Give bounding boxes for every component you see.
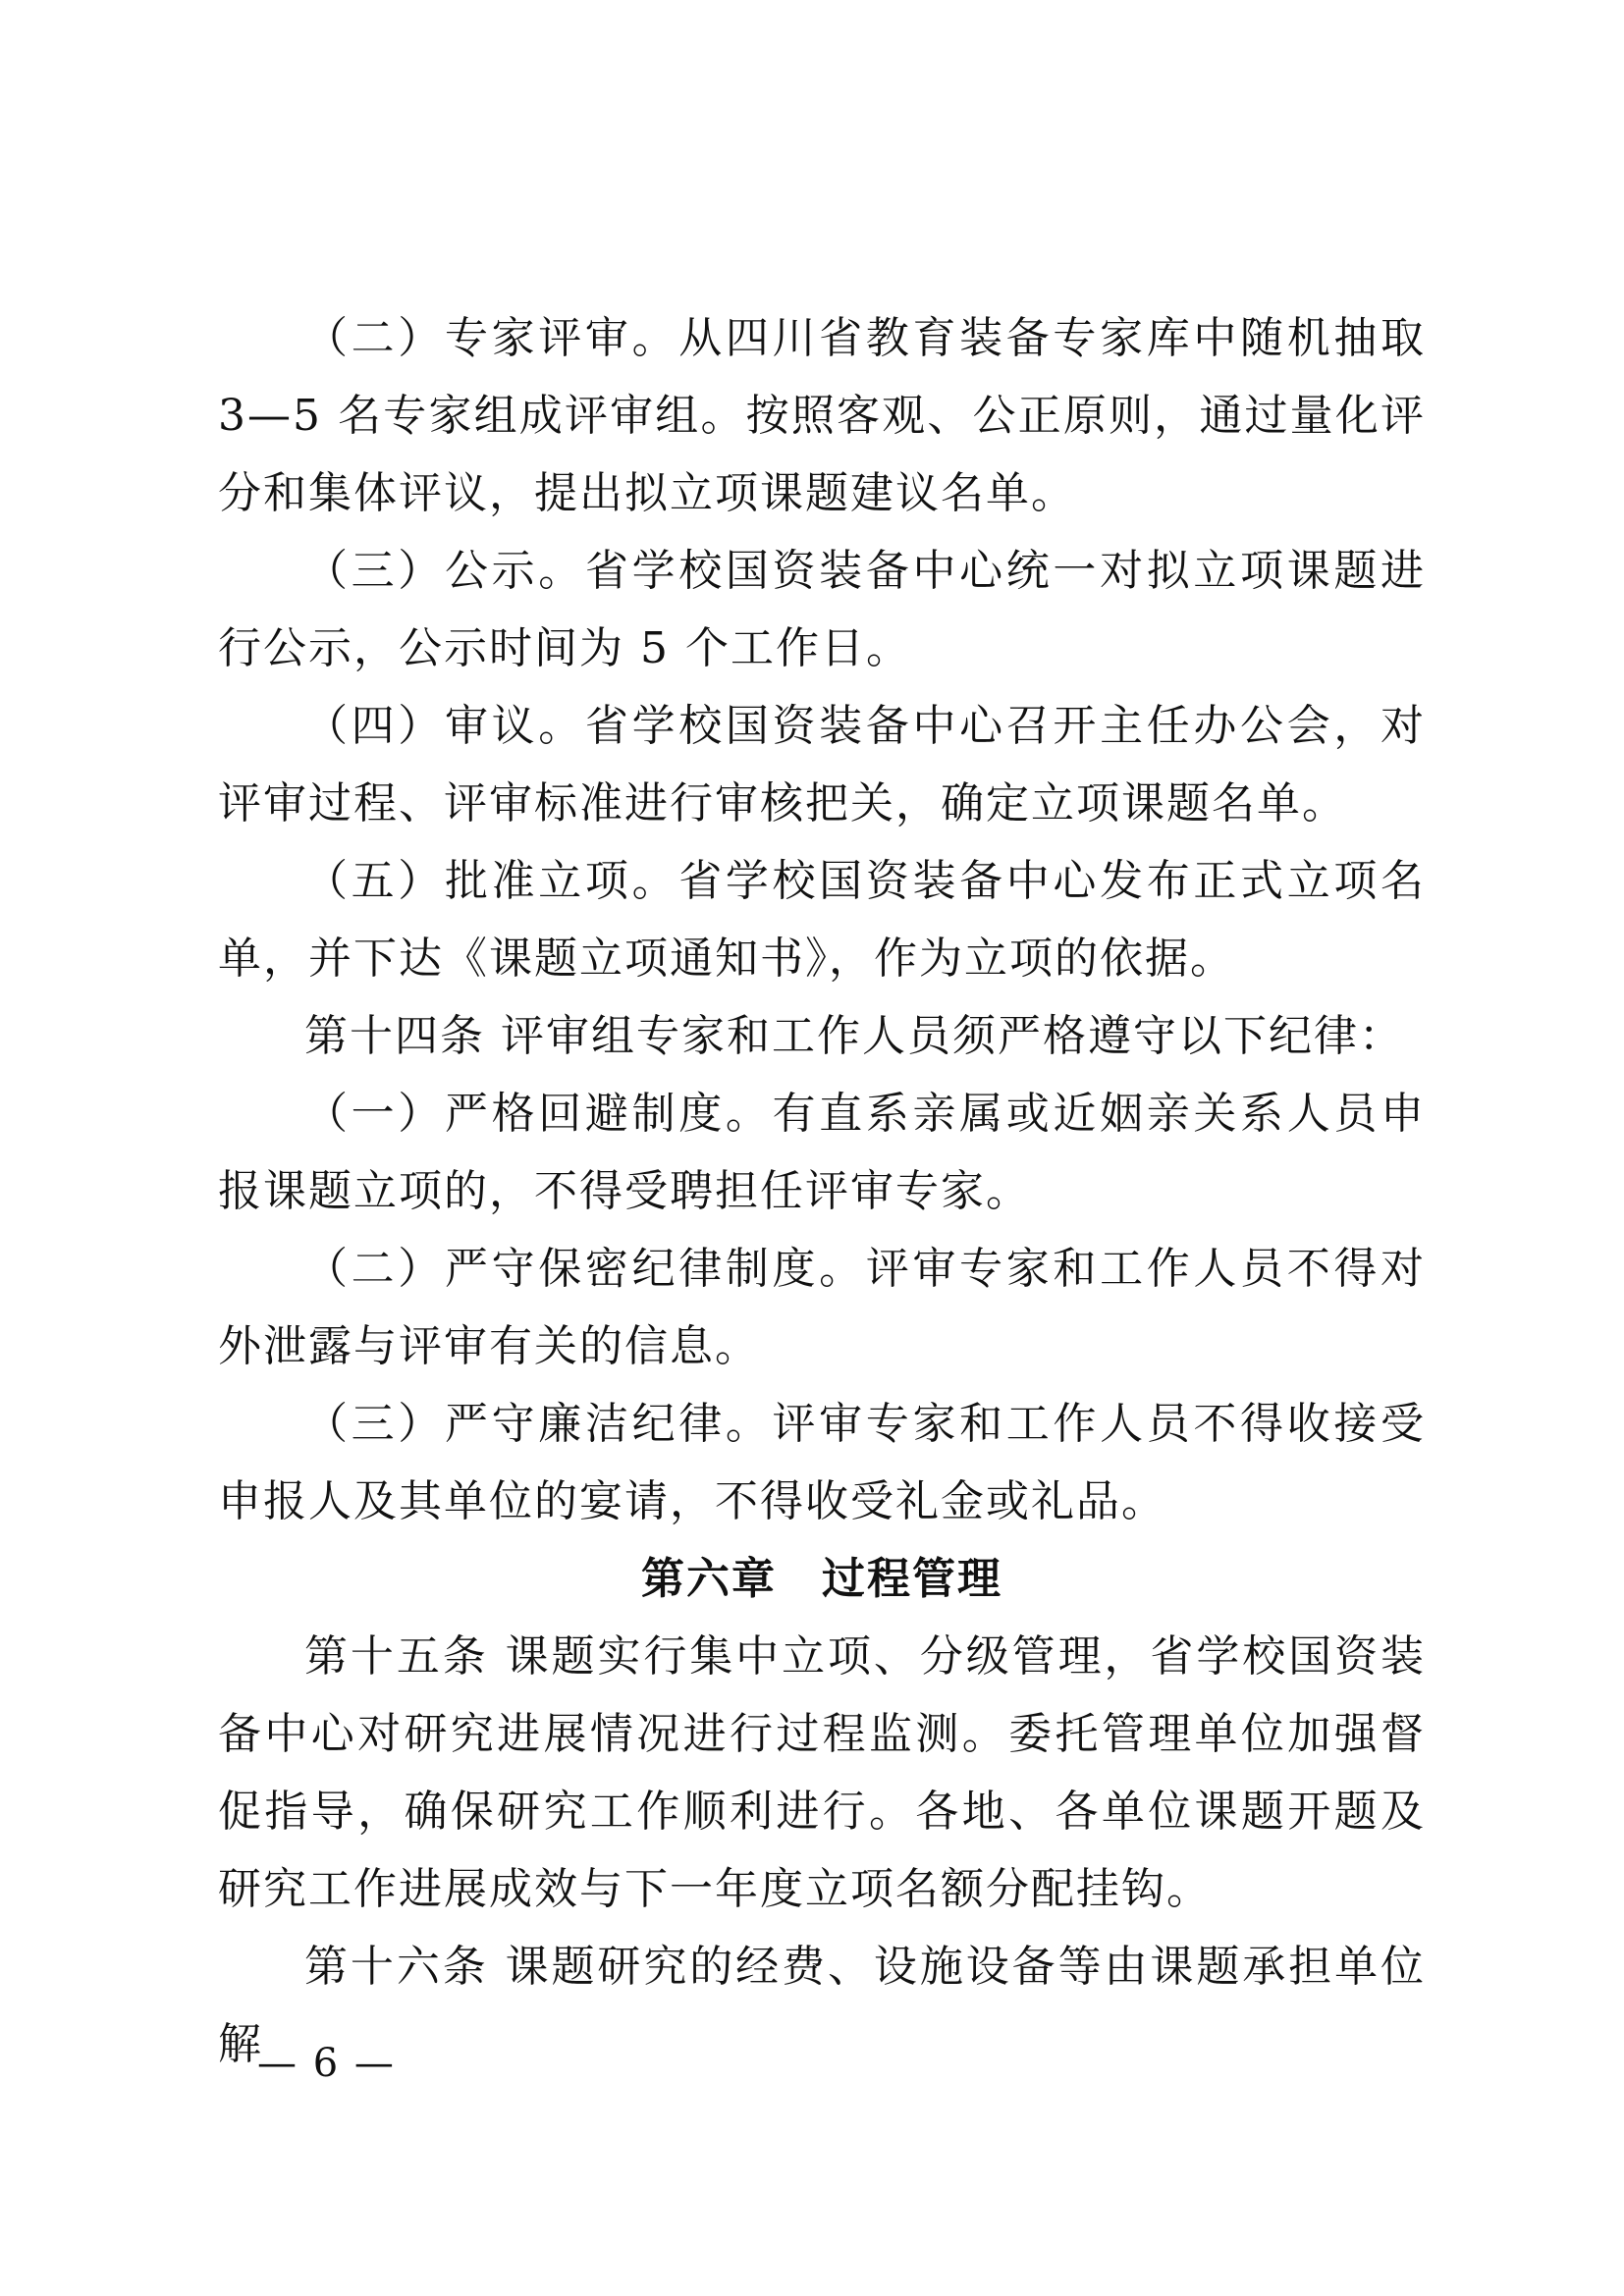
paragraph-publicity: （三）公示。省学校国资装备中心统一对拟立项课题进行公示，公示时间为 5 个工作日。 (218, 546, 1426, 673)
paragraph-confidentiality: （二）严守保密纪律制度。评审专家和工作人员不得对外泄露与评审有关的信息。 (218, 1244, 1426, 1371)
article-14: 第十四条 评审组专家和工作人员须严格遵守以下纪律： (304, 1011, 1404, 1061)
paragraph-integrity: （三）严守廉洁纪律。评审专家和工作人员不得收接受申报人及其单位的宴请，不得收受礼金或礼品。 (218, 1399, 1426, 1526)
paragraph-approval: （五）批准立项。省学校国资装备中心发布正式立项名单，并下达《课题立项通知书》，作为立项的依据。 (218, 856, 1426, 984)
paragraph-deliberation: （四）审议。省学校国资装备中心召开主任办公会，对评审过程、评审标准进行审核把关，确定立项课题名单。 (218, 701, 1426, 828)
article-16: 第十六条 课题研究的经费、设施设备等由课题承担单位解 (218, 1942, 1426, 2069)
document-body (218, 299, 1426, 2083)
page-number: — 6 — (257, 2041, 396, 2086)
paragraph-expert-review: （二）专家评审。从四川省教育装备专家库中随机抽取 3—5 名专家组成评审组。按照客观、公正原则，通过量化评分和集体评议，提出拟立项课题建议名单。 (218, 313, 1426, 518)
chapter-heading: 第六章 过程管理 (641, 1554, 1002, 1604)
paragraph-recusal: （一）严格回避制度。有直系亲属或近姻亲关系人员申报课题立项的，不得受聘担任评审专家。 (218, 1089, 1426, 1216)
article-15: 第十五条 课题实行集中立项、分级管理，省学校国资装备中心对研究进展情况进行过程监测。委托管理单位加强督促指导，确保研究工作顺利进行。各地、各单位课题开题及研究工作进展成效与下一年度立项名额分配挂钩。 (218, 1631, 1426, 1914)
